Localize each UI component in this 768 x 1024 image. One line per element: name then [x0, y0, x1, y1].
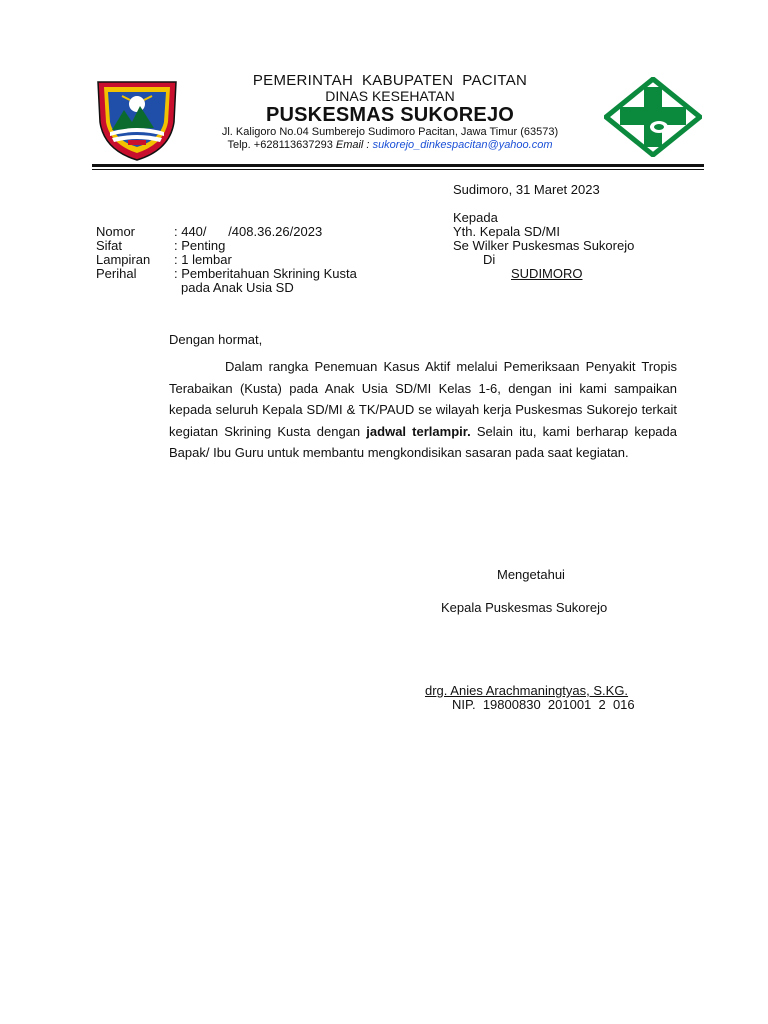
signature-nip: NIP. 19800830 201001 2 016 [452, 697, 635, 712]
meta-perihal-label: Perihal [96, 266, 137, 281]
health-cross-logo [604, 77, 702, 157]
recipient-area: Se Wilker Puskesmas Sukorejo [453, 238, 635, 253]
letterhead-address: Jl. Kaligoro No.04 Sumberejo Sudimoro Pacitan, Jawa Timur (63573) [221, 126, 559, 138]
signature-mengetahui: Mengetahui [497, 567, 565, 582]
meta-lampiran-value: : 1 lembar [174, 252, 232, 267]
letterhead-divider-thin [92, 169, 704, 170]
signature-name: drg. Anies Arachmaningtyas, S.KG. [425, 683, 629, 698]
greeting: Dengan hormat, [169, 332, 263, 347]
meta-sifat-value: : Penting [174, 238, 226, 253]
signature-position: Kepala Puskesmas Sukorejo [441, 600, 608, 615]
recipient-place: SUDIMORO [511, 266, 583, 281]
letterhead-institution: PUSKESMAS SUKOREJO [265, 104, 515, 126]
body-paragraph [169, 356, 677, 464]
meta-nomor-value: : 440/ /408.36.26/2023 [174, 224, 323, 239]
body-text-part2: Selain itu, kami berharap kepada Bapak/ Ibu Guru untuk membantu mengkondisikan sasaran pada saat kegiatan. [169, 423, 677, 460]
letter-date: Sudimoro, 31 Maret 2023 [453, 182, 600, 197]
meta-perihal-value-line2: pada Anak Usia SD [181, 280, 294, 295]
letterhead-email: sukorejo_dinkespacitan@yahoo.com [372, 139, 553, 151]
letterhead-email-label: Email : [335, 139, 370, 151]
body-text-bold: jadwal terlampir. [366, 423, 471, 439]
body-text-part1: Dalam rangka Penemuan Kasus Aktif melalui Pemeriksaan Penyakit Tropis Terabaikan (Kusta) pada Anak Usia SD/MI Kelas 1-6, dengan ini kami sampaikan kepada seluruh Kepala SD/MI & TK/PAUD se wilayah kerja Puskesmas Sukorejo terkait kegiatan Skrining Kusta dengan [169, 359, 677, 439]
pacitan-crest-logo [94, 76, 180, 162]
letterhead-department: DINAS KESEHATAN [325, 88, 455, 104]
recipient-di: Di [483, 252, 496, 267]
meta-perihal-value: : Pemberitahuan Skrining Kusta [174, 266, 357, 281]
letterhead-divider-thick [92, 164, 704, 167]
meta-sifat-label: Sifat [96, 238, 123, 253]
letterhead-government: PEMERINTAH KABUPATEN PACITAN [252, 72, 528, 89]
letterhead-phone: Telp. +628113637293 [227, 139, 333, 151]
meta-nomor-label: Nomor [96, 224, 136, 239]
recipient-title: Yth. Kepala SD/MI [453, 224, 560, 239]
recipient-kepada: Kepada [453, 210, 498, 225]
letterhead-contact [180, 139, 600, 151]
meta-lampiran-label: Lampiran [96, 252, 151, 267]
